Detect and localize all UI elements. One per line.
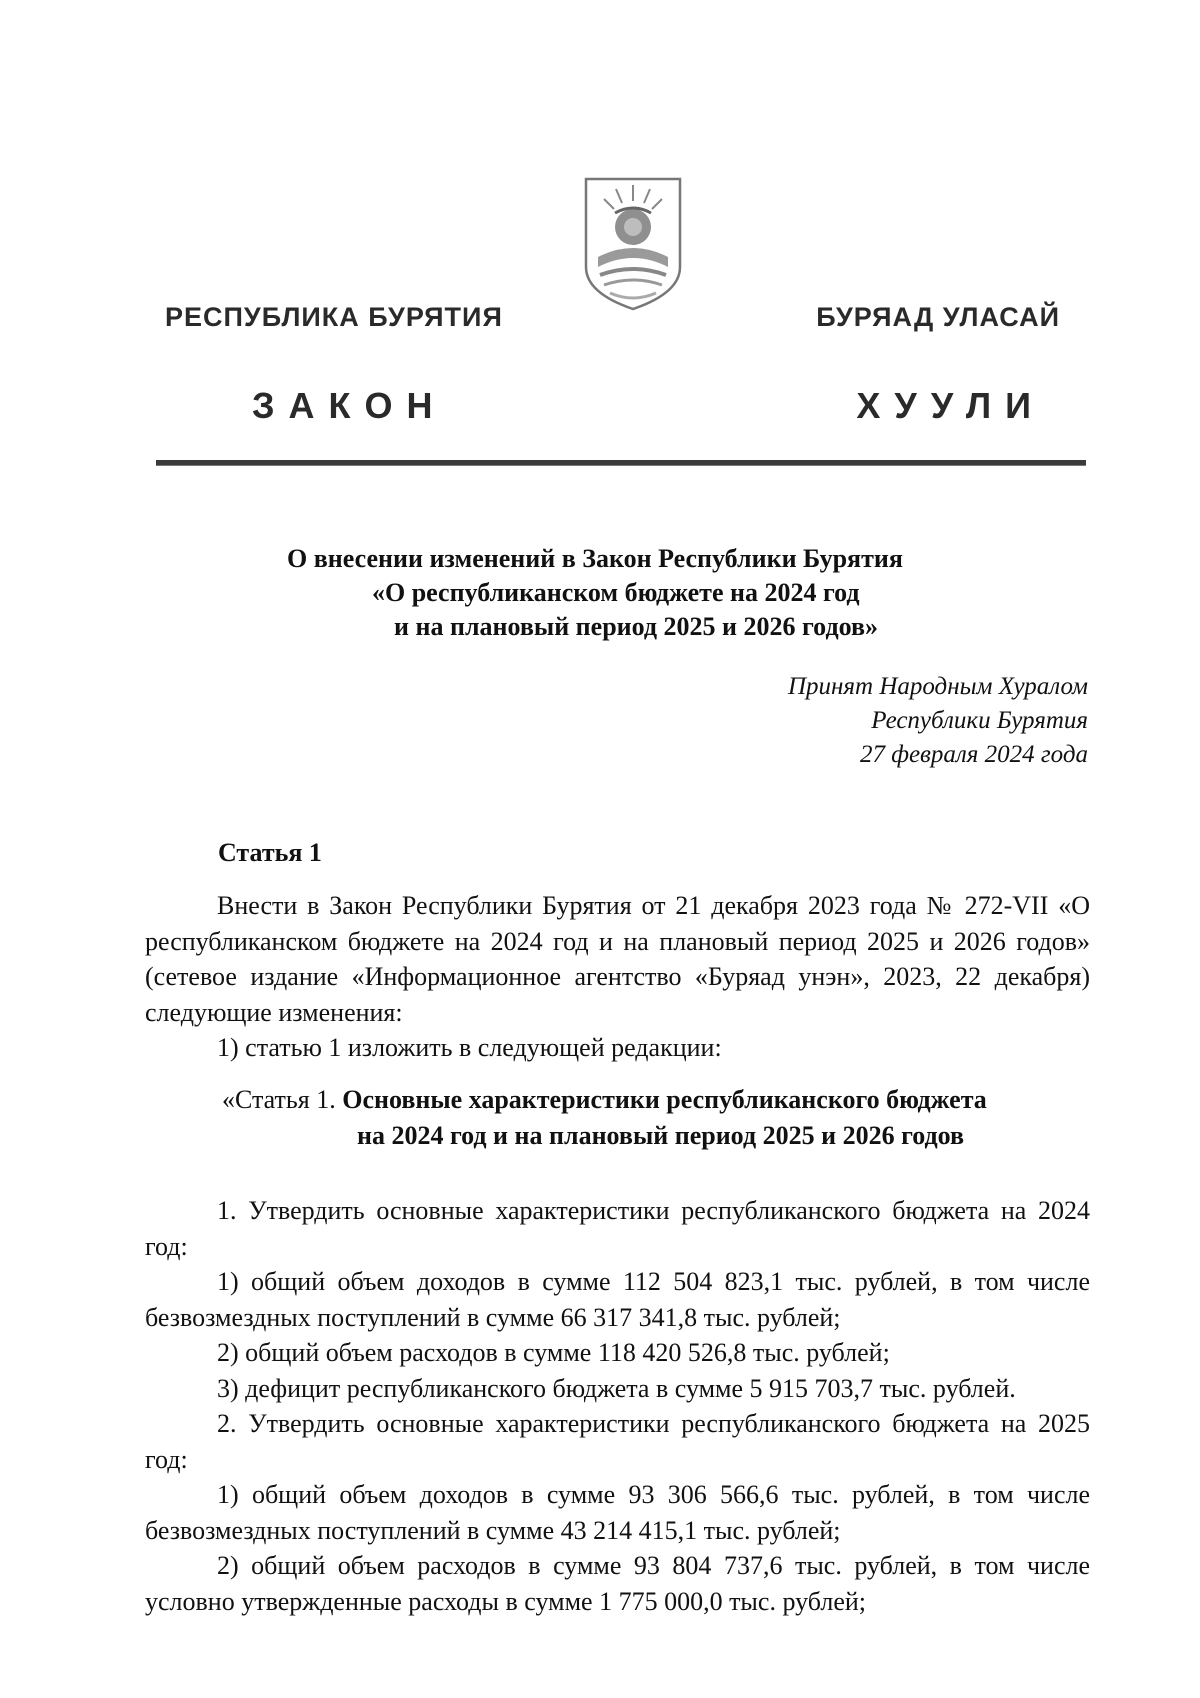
new-article-title-line: Основные характеристики республиканского бюджета bbox=[342, 1085, 987, 1114]
coat-of-arms-emblem-icon bbox=[580, 175, 686, 315]
new-article-lead: «Статья 1. bbox=[222, 1085, 336, 1114]
adoption-line: Республики Бурятия bbox=[871, 707, 1088, 734]
article-intro-paragraph: Внести в Закон Республики Бурятия от 21 декабря 2023 года № 272-VII «О республиканском бюджете на 2024 год и на плановый период 2025 и 2026 годов» (сетевое издание «Информационное агентство «Буряад унэн», 2023, 22 декабря) следующие изменения: bbox=[145, 891, 1090, 1027]
header-divider bbox=[156, 460, 1086, 466]
article-heading: Статья 1 bbox=[218, 838, 322, 867]
adoption-date: 27 февраля 2024 года bbox=[859, 741, 1088, 768]
article-item: 1) статью 1 изложить в следующей редакции: bbox=[217, 1033, 722, 1062]
new-article-title-line: на 2024 год и на плановый период 2025 и 2026 годов bbox=[357, 1120, 965, 1150]
law-title-line: О внесении изменений в Закон Республики Бурятия bbox=[287, 544, 903, 573]
law-label-buryat: ХУУЛИ bbox=[856, 385, 1045, 426]
budget-paragraph: 1. Утвердить основные характеристики республиканского бюджета на 2024 год: bbox=[145, 1196, 1090, 1261]
budget-paragraph: 1) общий объем доходов в сумме 93 306 566,6 тыс. рублей, в том числе безвозмездных поступлений в сумме 43 214 415,1 тыс. рублей; bbox=[145, 1480, 1090, 1545]
budget-paragraph: 2. Утвердить основные характеристики республиканского бюджета на 2025 год: bbox=[145, 1409, 1090, 1474]
budget-paragraph: 3) дефицит республиканского бюджета в сумме 5 915 703,7 тыс. рублей. bbox=[217, 1373, 1016, 1403]
law-title-line: и на плановый период 2025 и 2026 годов» bbox=[394, 612, 878, 641]
republic-name-buryat: БУРЯАД УЛАСАЙ bbox=[816, 302, 1060, 332]
budget-paragraph: 1) общий объем доходов в сумме 112 504 823,1 тыс. рублей, в том числе безвозмездных поступлений в сумме 66 317 341,8 тыс. рублей; bbox=[145, 1267, 1090, 1332]
budget-paragraph: 2) общий объем расходов в сумме 118 420 526,8 тыс. рублей; bbox=[217, 1338, 890, 1367]
law-label-russian: ЗАКОН bbox=[252, 385, 447, 426]
new-article-title bbox=[145, 1082, 1090, 1153]
article-body bbox=[145, 888, 1090, 1066]
adoption-note bbox=[788, 670, 1088, 772]
budget-characteristics bbox=[145, 1193, 1090, 1619]
law-title-line: «О республиканском бюджете на 2024 год bbox=[372, 578, 860, 607]
adoption-line: Принят Народным Хуралом bbox=[787, 673, 1088, 700]
republic-name-russian: РЕСПУБЛИКА БУРЯТИЯ bbox=[165, 302, 503, 332]
budget-paragraph: 2) общий объем расходов в сумме 93 804 737,6 тыс. рублей, в том числе условно утвержденные расходы в сумме 1 775 000,0 тыс. рублей; bbox=[145, 1551, 1090, 1616]
